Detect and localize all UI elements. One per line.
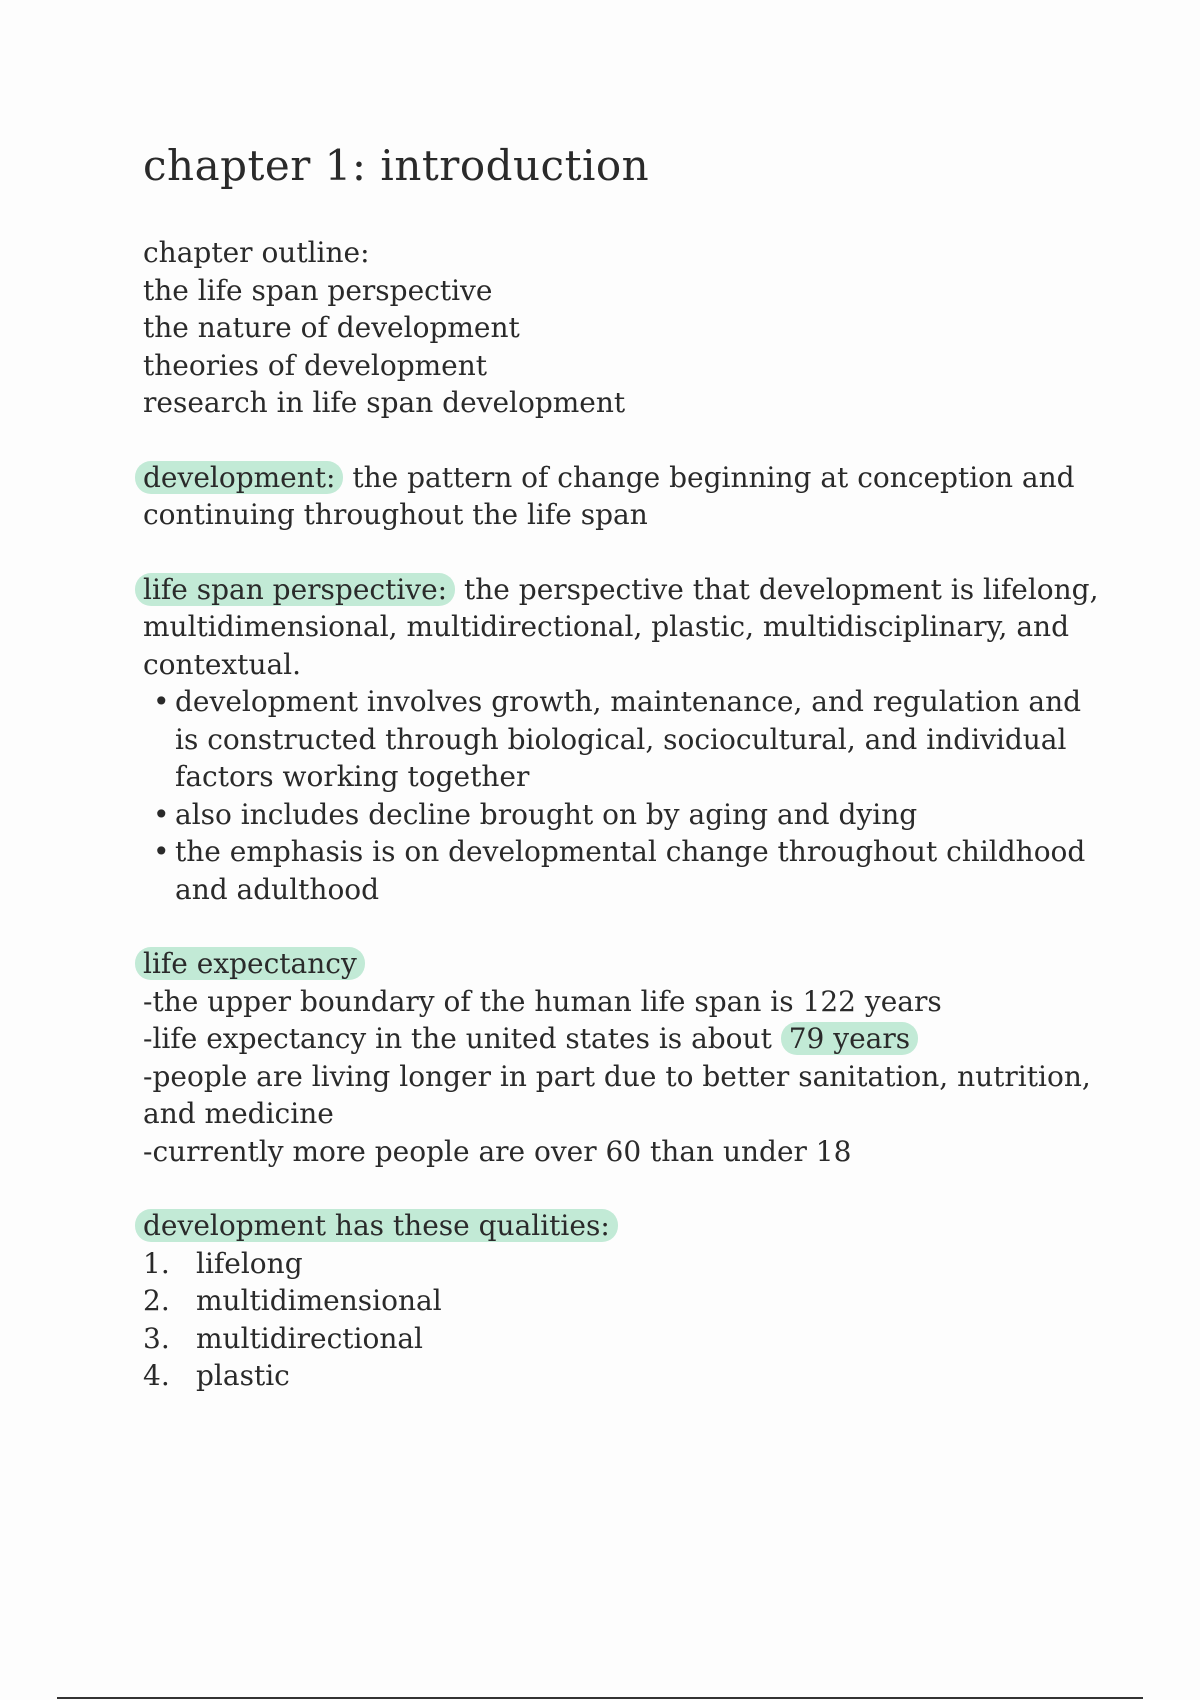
life-expectancy-section bbox=[143, 945, 1103, 1170]
definition-text: the pattern of change beginning at conception and continuing throughout the life span bbox=[143, 460, 1075, 531]
outline-item: the nature of development bbox=[143, 311, 520, 344]
highlighted-value: 79 years bbox=[781, 1022, 918, 1055]
highlighted-term: life span perspective: bbox=[135, 573, 455, 606]
fact-line: -life expectancy in the united states is about 79 years bbox=[143, 1020, 1103, 1058]
list-item: 1. lifelong bbox=[143, 1246, 303, 1280]
bullet-item: • also includes decline brought on by aging and dying bbox=[143, 796, 1103, 834]
definition-text: the perspective that development is lifelong, multidimensional, multidirectional, plastic, multidisciplinary, and contextual. bbox=[143, 572, 1099, 681]
outline-heading: chapter outline: bbox=[143, 236, 370, 269]
list-item: 4. plastic bbox=[143, 1359, 290, 1392]
development-definition bbox=[143, 459, 1103, 534]
bullet-item: • development involves growth, maintenance, and regulation and is constructed through biological, sociocultural, and individual factors working together bbox=[143, 683, 1103, 796]
fact-line: -people are living longer in part due to better sanitation, nutrition, and medicine bbox=[143, 1059, 1091, 1130]
fact-line: -the upper boundary of the human life span is 122 years bbox=[143, 984, 942, 1018]
highlighted-heading: development has these qualities: bbox=[135, 1209, 618, 1242]
page-title: chapter 1: introduction bbox=[143, 141, 650, 190]
highlighted-term: development: bbox=[135, 461, 343, 494]
highlighted-heading: life expectancy bbox=[135, 947, 365, 980]
list-item: 2. multidimensional bbox=[143, 1284, 442, 1317]
list-item: 3. multidirectional bbox=[143, 1321, 424, 1355]
outline-item: theories of development bbox=[143, 348, 488, 382]
bullet-list bbox=[143, 683, 1103, 908]
numbered-list bbox=[143, 1245, 1103, 1395]
fact-line: -currently more people are over 60 than under 18 bbox=[143, 1134, 852, 1168]
qualities-section bbox=[143, 1207, 1103, 1395]
outline-item: the life span perspective bbox=[143, 273, 493, 307]
outline-item: research in life span development bbox=[143, 386, 626, 419]
chapter-outline bbox=[143, 234, 1103, 422]
life-span-perspective-section bbox=[143, 571, 1103, 909]
document-page bbox=[143, 138, 1103, 1432]
footer-divider bbox=[57, 1697, 1143, 1699]
bullet-item: • the emphasis is on developmental change throughout childhood and adulthood bbox=[143, 833, 1103, 908]
